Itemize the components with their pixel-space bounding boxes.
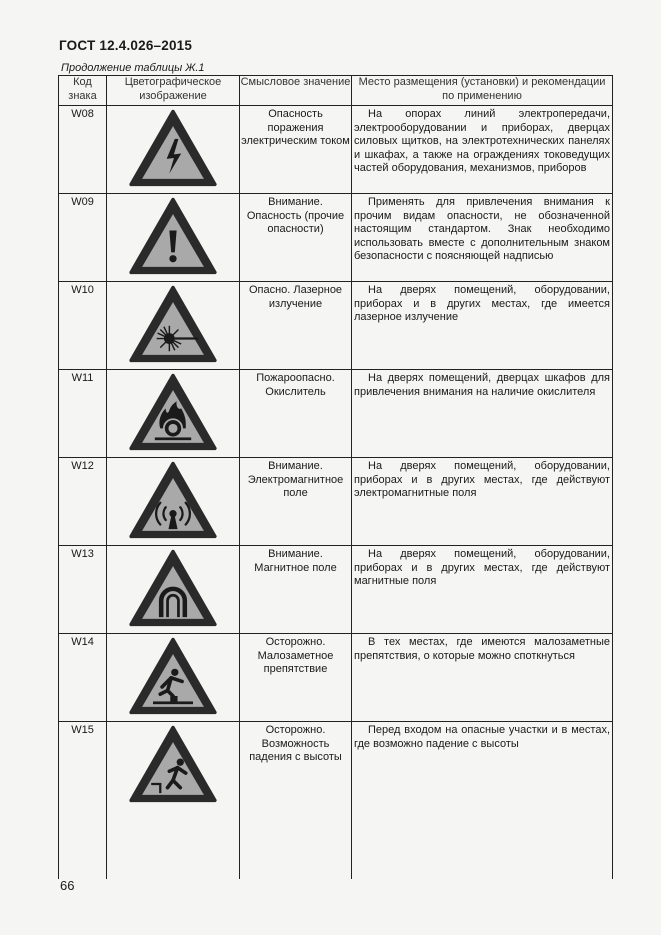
trip-hazard-icon (127, 636, 219, 716)
sign-code: W13 (59, 546, 107, 634)
sign-code: W12 (59, 458, 107, 546)
sign-code: W14 (59, 634, 107, 722)
fall-hazard-icon (127, 724, 219, 804)
sign-meaning: Внимание. Электромагнитное поле (240, 458, 352, 546)
sign-placement: Перед входом на опасные участки и в местах, где возможно падение с высоты (352, 722, 613, 880)
sign-placement: На дверях помещений, оборудовании, приборах и в других местах, где действуют электромагнитные поля (352, 458, 613, 546)
magnetic-field-icon (127, 548, 219, 628)
sign-placement: Применять для привлечения внимания к прочим видам опасности, не обозначенной настоящим стандартом. Знак необходимо использовать вместе с дополнительным знаком безопасности с поясняющей надписью (352, 194, 613, 282)
header-code: Код знака (59, 76, 107, 106)
sign-meaning: Осторожно. Возможность падения с высоты (240, 722, 352, 880)
safety-signs-table (58, 75, 613, 879)
general-warning-icon (127, 196, 219, 276)
table-row (59, 458, 613, 546)
sign-placement: На опорах линий электропередачи, электрооборудовании и приборах, дверцах силовых щитков, на электротехнических панелях и шкафах, а также на ограждениях токоведущих частей оборудования, механизмов, приборов (352, 106, 613, 194)
table-row (59, 106, 613, 194)
laser-radiation-icon (127, 284, 219, 364)
sign-code: W11 (59, 370, 107, 458)
header-image: Цветографическое изображение (107, 76, 240, 106)
page-number: 66 (60, 878, 75, 893)
sign-placement: На дверях помещений, оборудовании, приборах и в других местах, где имеется лазерное излучение (352, 282, 613, 370)
header-placement: Место размещения (установки) и рекомендации по применению (352, 76, 613, 106)
sign-meaning: Внимание. Опасность (прочие опасности) (240, 194, 352, 282)
table-row (59, 282, 613, 370)
sign-meaning: Опасность поражения электрическим током (240, 106, 352, 194)
sign-meaning: Пожароопасно. Окислитель (240, 370, 352, 458)
sign-code: W10 (59, 282, 107, 370)
header-meaning: Смысловое значение (240, 76, 352, 106)
sign-code: W15 (59, 722, 107, 880)
sign-code: W09 (59, 194, 107, 282)
electromagnetic-field-icon (127, 460, 219, 540)
sign-meaning: Опасно. Лазерное излучение (240, 282, 352, 370)
table-continuation-caption: Продолжение таблицы Ж.1 (61, 62, 205, 74)
sign-meaning: Внимание. Магнитное поле (240, 546, 352, 634)
table-row (59, 194, 613, 282)
sign-code: W08 (59, 106, 107, 194)
sign-meaning: Осторожно. Малозаметное препятствие (240, 634, 352, 722)
sign-placement: В тех местах, где имеются малозаметные препятствия, о которые можно споткнуться (352, 634, 613, 722)
table-row (59, 546, 613, 634)
table-row (59, 722, 613, 880)
sign-placement: На дверях помещений, оборудовании, приборах и в других местах, где действуют магнитные поля (352, 546, 613, 634)
oxidizer-icon (127, 372, 219, 452)
document-header: ГОСТ 12.4.026–2015 (59, 38, 193, 53)
table-header-row (59, 76, 613, 106)
table-row (59, 370, 613, 458)
sign-placement: На дверях помещений, дверцах шкафов для привлечения внимания на наличие окислителя (352, 370, 613, 458)
high-voltage-warning-icon (127, 108, 219, 188)
table-row (59, 634, 613, 722)
